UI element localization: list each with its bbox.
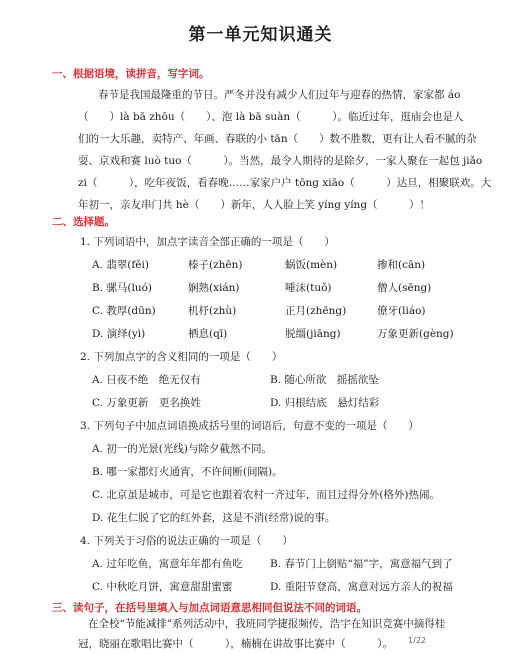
q4-option: A. 过年吃鱼，寓意年年都有鱼吃 bbox=[92, 558, 243, 570]
q1-option: D. 演绎(yì) bbox=[92, 328, 146, 340]
question-4: 4. 下列关于习俗的说法正确的一项是（ ） bbox=[80, 535, 293, 547]
passage-line: zi（ ），吃年夜饭，看春晚……家家户户 tōng xiāo（ ）达旦，相聚联欢。大 bbox=[78, 177, 492, 189]
q3-option: B. 哪一家都灯火通宵，不许间断(间隔)。 bbox=[92, 466, 283, 478]
q3-option: C. 北京虽是城市，可是它也跟着农村一齐过年，而且过得分外(格外)热闹。 bbox=[92, 489, 441, 501]
q1-option: 万象更新(gèng) bbox=[377, 328, 454, 340]
section3-passage bbox=[78, 614, 470, 654]
q1-option: A. 翡翠(fěi) bbox=[92, 259, 149, 271]
passage-line: 们的一大乐趣，卖特产、年画、春联的小 tān（ ）数不胜数，更有让人看不腻的杂 bbox=[78, 133, 477, 145]
passage-line: 年初一，亲友串门共 hè（ ）新年，人人脸上笑 yíng yíng（ ）！ bbox=[78, 199, 431, 211]
question-1: 1. 下列词语中，加点字读音全部正确的一项是（ ） bbox=[80, 236, 335, 248]
q2-option: C. 万象更新 更名换姓 bbox=[92, 397, 201, 409]
section2-heading: 二、选择题。 bbox=[52, 216, 115, 228]
q2-option: B. 随心所欲 摇摇欲坠 bbox=[270, 374, 379, 386]
section3-heading: 三、读句子，在括号里填入与加点词语意思相同但说法不同的词语。 bbox=[52, 602, 367, 614]
page-number: 1/22 bbox=[408, 636, 426, 645]
section1-heading: 一、根据语境，读拼音，写字词。 bbox=[52, 68, 210, 80]
q1-option: B. 骡马(luó) bbox=[92, 282, 153, 294]
question-3: 3. 下列句子中加点词语换成括号里的词语后，句意不变的一项是（ ） bbox=[80, 420, 419, 432]
passage-line: 春节是我国最隆重的节日。严冬并没有减少人们过年与迎春的热情，家家都 áo bbox=[98, 89, 461, 101]
q4-option: B. 春节门上倒贴“福”字，寓意福气到了 bbox=[270, 558, 453, 570]
q4-option: D. 重阳节登高，寓意对远方亲人的祝福 bbox=[270, 581, 453, 593]
q1-option: 唾沫(tuǒ) bbox=[285, 282, 332, 294]
passage-line: 在全校“节能减排”系列活动中，我班同学捷报频传，浩宇在知识竞赛中摘得桂 bbox=[88, 618, 446, 630]
q3-option: D. 花生仁脱了它的红外套，这是不消(经常)说的事。 bbox=[92, 512, 336, 524]
q1-option: 娴熟(xián) bbox=[188, 282, 240, 294]
section1-passage bbox=[78, 84, 492, 216]
q1-option: C. 教厚(dūn) bbox=[92, 305, 156, 317]
passage-line: 冠，晓丽在歌唱比赛中（ ），楠楠在讲故事比赛中（ ）。 bbox=[78, 638, 393, 650]
q2-option: A. 日夜不绝 绝无仅有 bbox=[92, 374, 201, 386]
passage-line: （ ）là bā zhōu（ ）、泡 là bā suàn（ ）。临近过年，逛庙会也是人 bbox=[78, 111, 464, 123]
q1-option: 栖息(qī) bbox=[188, 328, 228, 340]
q1-option: 僧人(sēng) bbox=[377, 282, 432, 294]
q1-option: 脱缰(jiāng) bbox=[285, 328, 341, 340]
page-title: 第一单元知识通关 bbox=[188, 25, 333, 45]
q4-option: C. 中秋吃月饼，寓意甜甜蜜蜜 bbox=[92, 581, 233, 593]
question-2: 2. 下列加点字的含义相同的一项是（ ） bbox=[80, 351, 283, 363]
q1-option: 僚牙(liáo) bbox=[377, 305, 426, 317]
q1-option: 机杼(zhù) bbox=[188, 305, 237, 317]
q1-option: 正月(zhēng) bbox=[285, 305, 347, 317]
q3-option: A. 初一的光景(光线)与除夕截然不同。 bbox=[92, 443, 272, 455]
q1-option: 榛子(zhēn) bbox=[188, 259, 243, 271]
passage-line: 耍、京戏和赛 luò tuo（ ）。当然，最令人期待的是除夕，一家人聚在一起包 jiǎo bbox=[78, 155, 483, 167]
q1-option: 蜗饭(mèn) bbox=[285, 259, 338, 271]
q1-option: 掺和(cān) bbox=[377, 259, 426, 271]
q2-option: D. 归根结底 悬灯结彩 bbox=[270, 397, 380, 409]
